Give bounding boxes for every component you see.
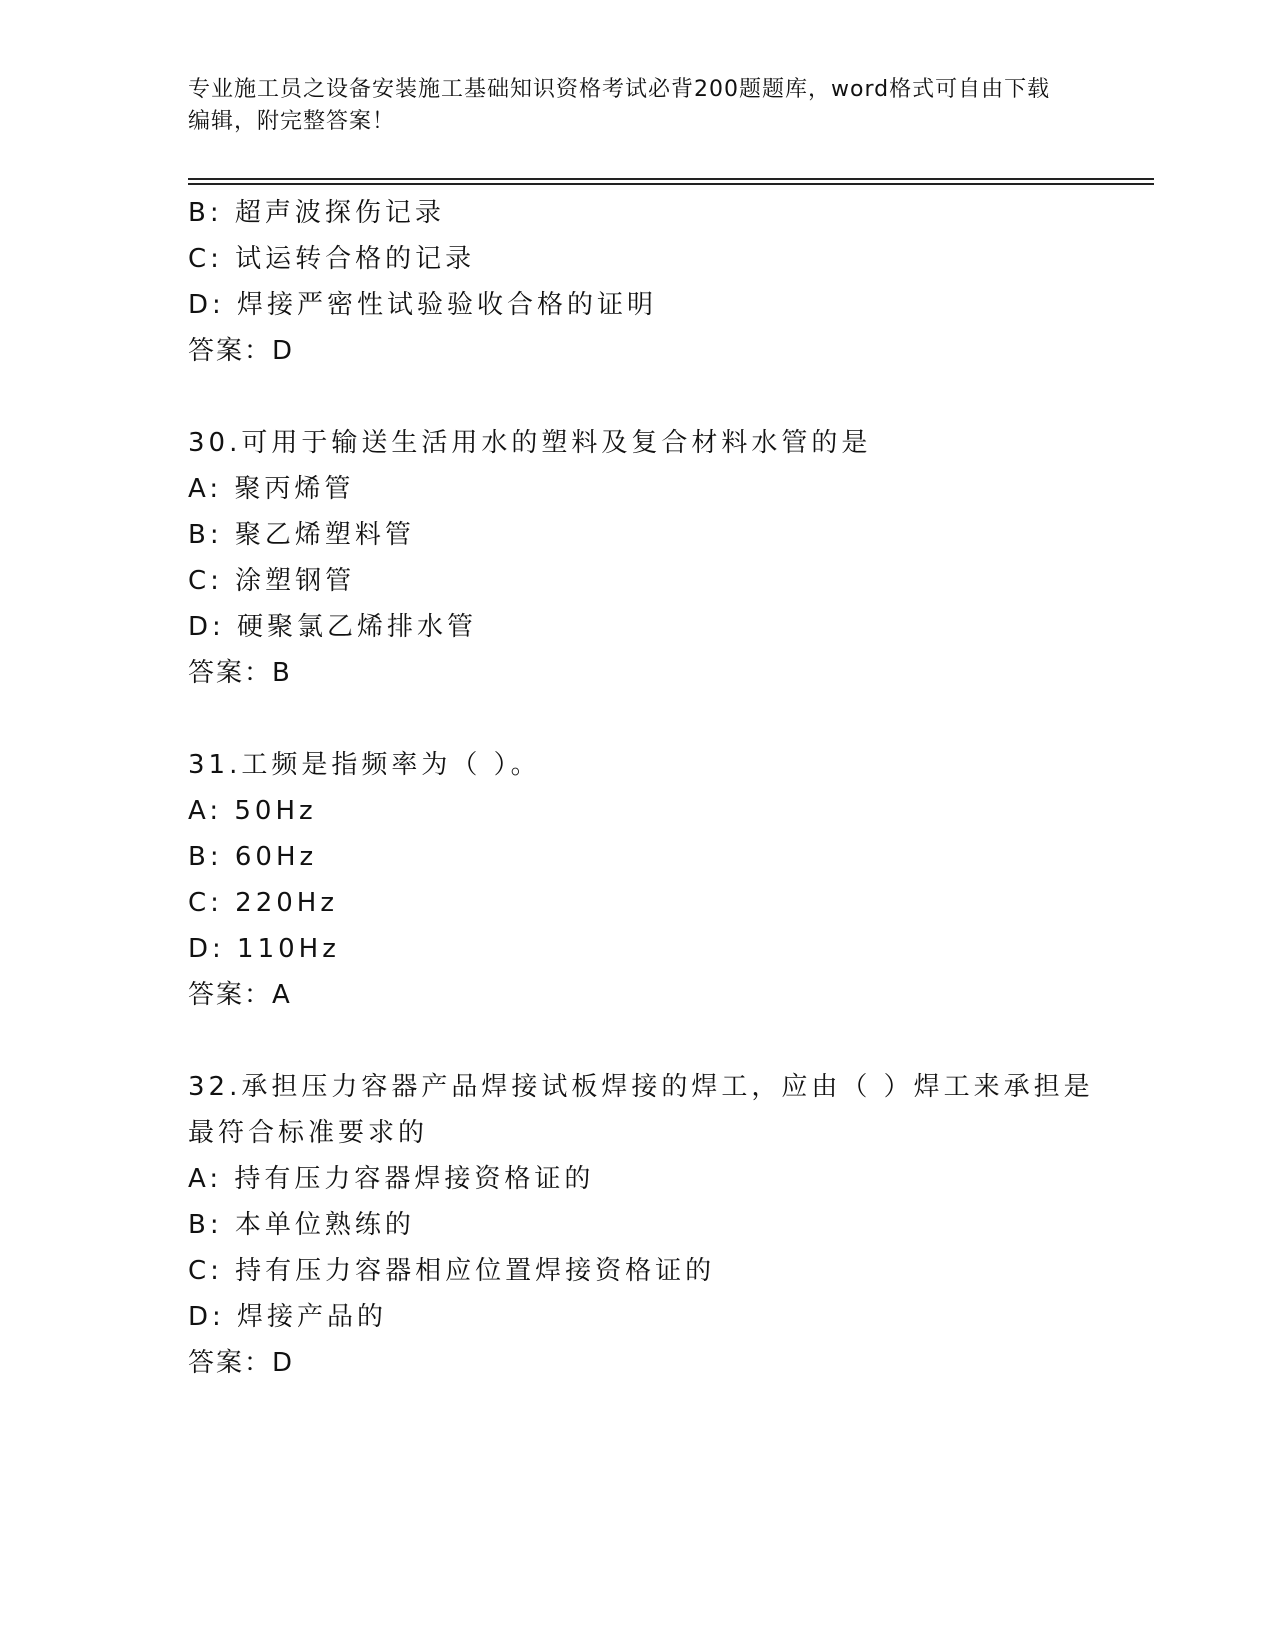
question-32: [188, 1064, 1094, 1386]
option-b: B: 超声波探伤记录: [188, 198, 445, 228]
document-header: 专业施工员之设备安装施工基础知识资格考试必背200题题库，word格式可自由下载编辑，附完整答案！: [188, 77, 1051, 134]
option-d: D: 硬聚氯乙烯排水管: [188, 612, 478, 642]
answer: 答案：D: [188, 1348, 295, 1378]
question-30: [188, 420, 1088, 696]
option-c: C: 持有压力容器相应位置焊接资格证的: [188, 1256, 716, 1286]
option-a: A: 50Hz: [188, 796, 317, 826]
option-b: B: 60Hz: [188, 842, 318, 872]
option-d: D: 110Hz: [188, 934, 340, 964]
option-b: B: 本单位熟练的: [188, 1210, 415, 1240]
option-c: C: 试运转合格的记录: [188, 244, 476, 274]
option-c: C: 220Hz: [188, 888, 339, 918]
option-d: D: 焊接严密性试验验收合格的证明: [188, 290, 658, 320]
header-divider-top: [188, 178, 1154, 180]
answer: 答案：A: [188, 980, 292, 1010]
question-29-continued: [188, 190, 1088, 374]
answer: 答案：B: [188, 658, 292, 688]
answer: 答案：D: [188, 336, 295, 366]
option-b: B: 聚乙烯塑料管: [188, 520, 415, 550]
question-stem-line-2: 最符合标准要求的: [188, 1118, 429, 1148]
option-a: A: 持有压力容器焊接资格证的: [188, 1164, 595, 1194]
question-stem: 31.工频是指频率为（ ）。: [188, 750, 541, 780]
question-stem-line-1: 32.承担压力容器产品焊接试板焊接的焊工，应由（ ）焊工来承担是: [188, 1072, 1094, 1102]
option-d: D: 焊接产品的: [188, 1302, 388, 1332]
option-a: A: 聚丙烯管: [188, 474, 355, 504]
header-divider-bottom: [188, 183, 1154, 185]
question-31: [188, 742, 1088, 1018]
question-stem: 30.可用于输送生活用水的塑料及复合材料水管的是: [188, 428, 872, 458]
question-list: [188, 190, 1094, 1386]
option-c: C: 涂塑钢管: [188, 566, 356, 596]
